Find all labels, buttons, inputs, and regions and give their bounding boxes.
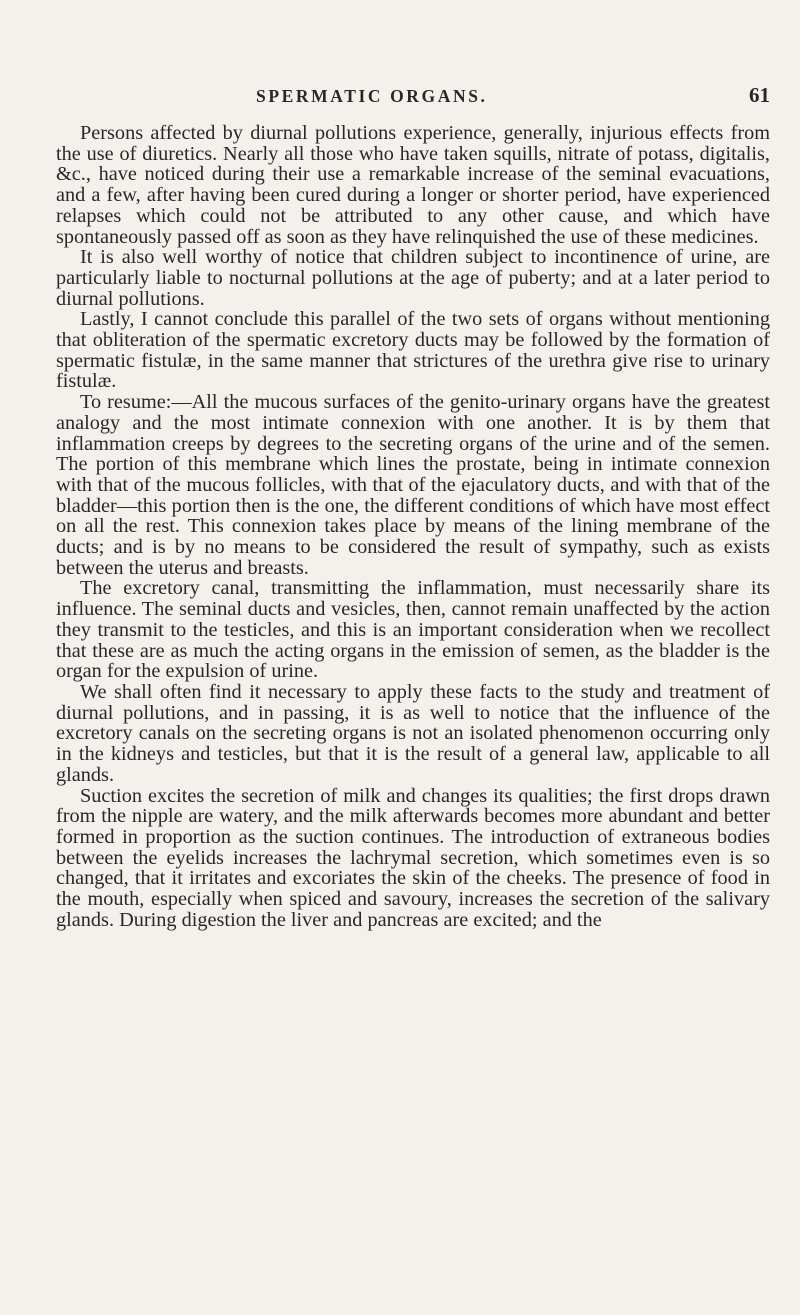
running-title: SPERMATIC ORGANS. — [256, 86, 488, 106]
paragraph-to-resume: To resume:—All the mucous surfaces of the genito-urinary organs have the greatest analogy and the most intimate connexion with one another. It is by them that inflammation creeps by degrees to the secreting organs of the urine and of the semen. The portion of this membrane which lines the prostate, being in intimate connexion with that of the mucous follicles, with that of the ejaculatory ducts, and with that of the bladder—this portion then is the one, the different conditions of which have most effect on all the rest. This connexion takes place by means of the lining membrane of the ducts; and is by no means to be considered the result of sympathy, such as exists between the uterus and breasts. — [56, 391, 770, 579]
paragraph-children-incontinence: It is also well worthy of notice that children subject to incontinence of urine, are particularly liable to nocturnal pollutions at the age of puberty; and at a later period to diurnal pollutions. — [56, 246, 770, 310]
page-number: 61 — [749, 83, 770, 107]
paragraph-spermatic-fistulae: Lastly, I cannot conclude this parallel of the two sets of organs without mentioning that obliteration of the spermatic excretory ducts may be followed by the formation of spermatic fistulæ, in the same manner that strictures of the urethra give rise to urinary fistulæ. — [56, 308, 770, 393]
paragraph-suction-secretion: Suction excites the secretion of milk and changes its qualities; the first drops drawn from the nipple are watery, and the milk afterwards becomes more abundant and better formed in proportion as the suction continues. The introduction of extraneous bodies between the eyelids increases the lachrymal secretion, which sometimes even is so changed, that it irritates and excoriates the skin of the cheeks. The presence of food in the mouth, especially when spiced and savoury, increases the secretion of the salivary glands. During digestion the liver and pancreas are excited; and the — [56, 784, 770, 931]
running-head — [60, 83, 770, 112]
paragraph-excretory-canal: The excretory canal, transmitting the inflammation, must necessarily share its influence. The seminal ducts and vesicles, then, cannot remain unaffected by the action they transmit to the testicles, and this is an important consideration when we recollect that these are as much the acting organs in the emission of semen, as the bladder is the organ for the expulsion of urine. — [56, 577, 770, 683]
body-text — [56, 123, 770, 930]
paragraph-diurnal-pollutions-study: We shall often find it necessary to apply these facts to the study and treatment of diurnal pollutions, and in passing, it is as well to notice that the influence of the excretory canals on the secreting organs is not an isolated phenomenon occurring only in the kidneys and testicles, but that it is the result of a general law, applicable to all glands. — [56, 680, 770, 786]
paragraph-diuretics: Persons affected by diurnal pollutions experience, generally, injurious effects from the use of diuretics. Nearly all those who have taken squills, nitrate of potass, digitalis, &c., have noticed during their use a remarkable increase of the seminal evacuations, and a few, after having been cured during a longer or shorter period, have experienced relapses which could not be attributed to any other cause, and which have spontaneously passed off as soon as they have relinquished the use of these medicines. — [56, 122, 770, 248]
